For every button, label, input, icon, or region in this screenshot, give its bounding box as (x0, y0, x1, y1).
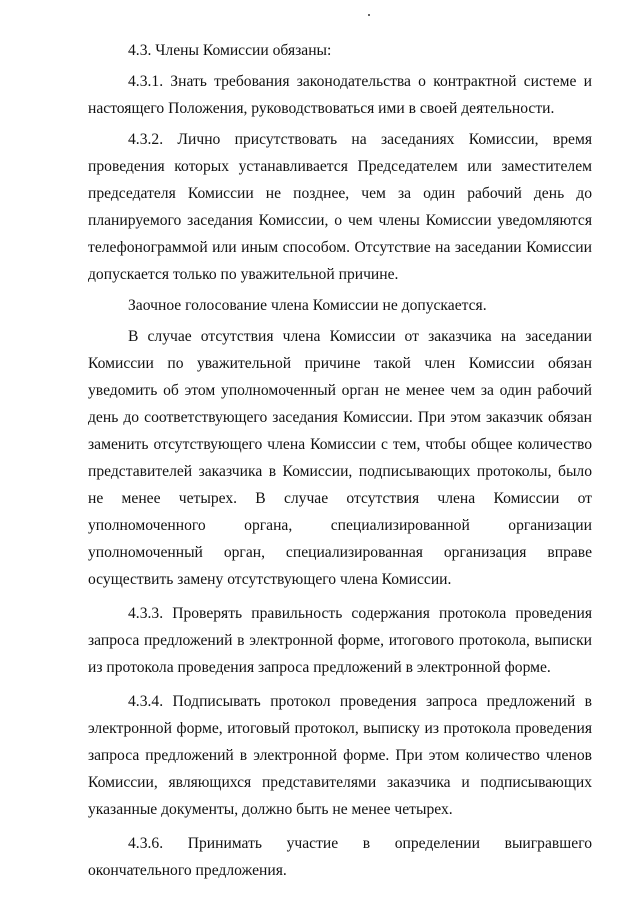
paragraph-4-3-4: 4.3.4. Подписывать протокол проведения запроса предложений в электронной форме, итоговый протокол, выписку из протокола проведения запроса предложений в электронной форме. При этом количество членов Комиссии, являющихся представителями заказчика и подписывающих указанные документы, должно быть не менее четырех. (88, 693, 592, 818)
scan-dot (368, 14, 370, 16)
paragraph-4-3-6: 4.3.6. Принимать участие в определении выигравшего окончательного предложения. (88, 835, 592, 879)
paragraph-absentee-voting: Заочное голосование члена Комиссии не допускается. (128, 297, 487, 314)
paragraph-4-3-2: 4.3.2. Лично присутствовать на заседаниях Комиссии, время проведения которых устанавливается Председателем или заместителем председателя Комиссии не позднее, чем за один рабочий день до планируемого заседания Комиссии, о чем члены Комиссии уведомляются телефонограммой или иным способом. Отсутствие на заседании Комиссии допускается только по уважительной причине. (88, 131, 592, 283)
paragraph-4-3-3: 4.3.3. Проверять правильность содержания протокола проведения запроса предложений в электронной форме, итогового протокола, выписки из протокола проведения запроса предложений в электронной форме. (88, 605, 592, 676)
document-body (88, 37, 592, 884)
section-heading: 4.3. Члены Комиссии обязаны: (128, 42, 332, 59)
paragraph-member-absence: В случае отсутствия члена Комиссии от заказчика на заседании Комиссии по уважительной причине такой член Комиссии обязан уведомить об этом уполномоченный орган не менее чем за один рабочий день до соответствующего заседания Комиссии. При этом заказчик обязан заменить отсутствующего члена Комиссии с тем, чтобы общее количество представителей заказчика в Комиссии, подписывающих протоколы, было не менее четырех. В случае отсутствия члена Комиссии от уполномоченного органа, специализированной организации уполномоченный орган, специализированная организация вправе осуществить замену отсутствующего члена Комиссии. (88, 328, 592, 588)
paragraph-4-3-1: 4.3.1. Знать требования законодательства о контрактной системе и настоящего Положения, руководствоваться ими в своей деятельности. (88, 73, 592, 117)
